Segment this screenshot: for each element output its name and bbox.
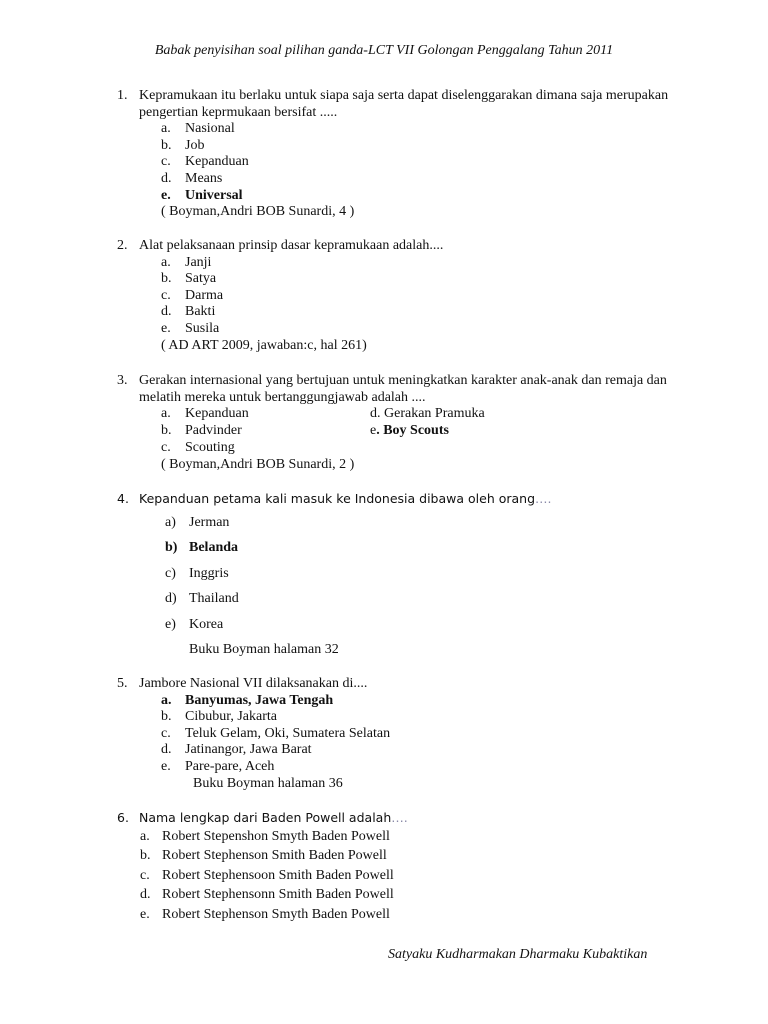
dots: …. (391, 810, 408, 825)
question-3 (117, 373, 677, 474)
option-a-answer: a. Banyumas, Jawa Tengah (161, 692, 334, 708)
option-c: c. Teluk Gelam, Oki, Sumatera Selatan (161, 725, 391, 741)
option-a: a. Nasional (161, 121, 235, 137)
option-b-answer: b) Belanda (165, 540, 239, 556)
option-a: a. Janji (161, 254, 212, 270)
option-c: c. Darma (161, 287, 224, 303)
page-footer: Satyaku Kudharmakan Dharmaku Kubaktikan (388, 947, 648, 962)
question-text: Nama lengkap dari Baden Powell adalah…. (139, 810, 408, 825)
question-number: 4. (117, 491, 129, 506)
option-row (117, 423, 677, 440)
question-text: Kepramukaan itu berlaku untuk siapa saja serta dapat diselenggarakan dimana saja merupakan pengertian keprmukaan bersifat ..... (139, 88, 669, 120)
question-number: 3. (117, 373, 128, 388)
option-e-answer: e. Universal (161, 187, 243, 203)
option-d: d. Jatinangor, Jawa Barat (161, 742, 312, 758)
option-e: e. Robert Stephenson Smyth Baden Powell (140, 906, 390, 922)
question-number: 5. (117, 676, 128, 691)
option-b: b. Cibubur, Jakarta (161, 709, 277, 725)
option-d: d. Gerakan Pramuka (370, 406, 485, 422)
reference: Buku Boyman halaman 36 (193, 775, 343, 791)
option-a: a. Robert Stepenshon Smyth Baden Powell (140, 828, 390, 844)
question-6 (117, 810, 677, 926)
option-c: c) Inggris (165, 565, 229, 581)
question-5 (117, 676, 677, 792)
option-c: c. Kepanduan (161, 154, 249, 170)
option-b: b. Job (161, 137, 205, 153)
question-text: Gerakan internasional yang bertujuan untuk meningkatkan karakter anak-anak dan remaja dan melatih mereka untuk bertanggungjawab adalah .... (139, 373, 667, 405)
question-1 (117, 88, 677, 221)
option-e: e. Susila (161, 320, 220, 336)
question-4 (117, 491, 677, 659)
option-a: a) Jerman (165, 514, 230, 530)
reference: ( Boyman,Andri BOB Sunardi, 2 ) (161, 457, 355, 473)
option-row (117, 440, 677, 457)
reference: ( Boyman,Andri BOB Sunardi, 4 ) (161, 204, 355, 220)
reference: ( AD ART 2009, jawaban:c, hal 261) (161, 337, 367, 353)
option-b: b. Robert Stephenson Smith Baden Powell (140, 848, 387, 864)
option-d: d) Thailand (165, 591, 239, 607)
option-d: d. Bakti (161, 304, 216, 320)
option-e: e) Korea (165, 616, 224, 632)
option-e: e. Pare-pare, Aceh (161, 758, 275, 774)
option-a: a. Kepanduan (161, 406, 249, 422)
option-c: c. Scouting (161, 440, 235, 456)
option-b: b. Padvinder (161, 423, 242, 439)
question-text: Alat pelaksanaan prinsip dasar kepramukaan adalah.... (139, 238, 444, 253)
option-d: d. Means (161, 170, 223, 186)
question-number: 2. (117, 238, 128, 253)
question-text: Kepanduan petama kali masuk ke Indonesia dibawa oleh orang…. (139, 491, 552, 506)
question-text: Jambore Nasional VII dilaksanakan di.... (139, 676, 368, 691)
question-2 (117, 238, 677, 354)
option-e-answer: e. Boy Scouts (370, 423, 449, 439)
question-number: 6. (117, 810, 129, 825)
option-row (117, 406, 677, 423)
question-number: 1. (117, 88, 128, 103)
option-b: b. Satya (161, 271, 217, 287)
option-d: d. Robert Stephensonn Smith Baden Powell (140, 887, 394, 903)
page-header: Babak penyisihan soal pilihan ganda-LCT VII Golongan Penggalang Tahun 2011 (154, 43, 614, 58)
option-c: c. Robert Stephensoon Smith Baden Powell (140, 867, 394, 883)
dots: …. (535, 491, 552, 506)
reference: Buku Boyman halaman 32 (189, 642, 339, 658)
